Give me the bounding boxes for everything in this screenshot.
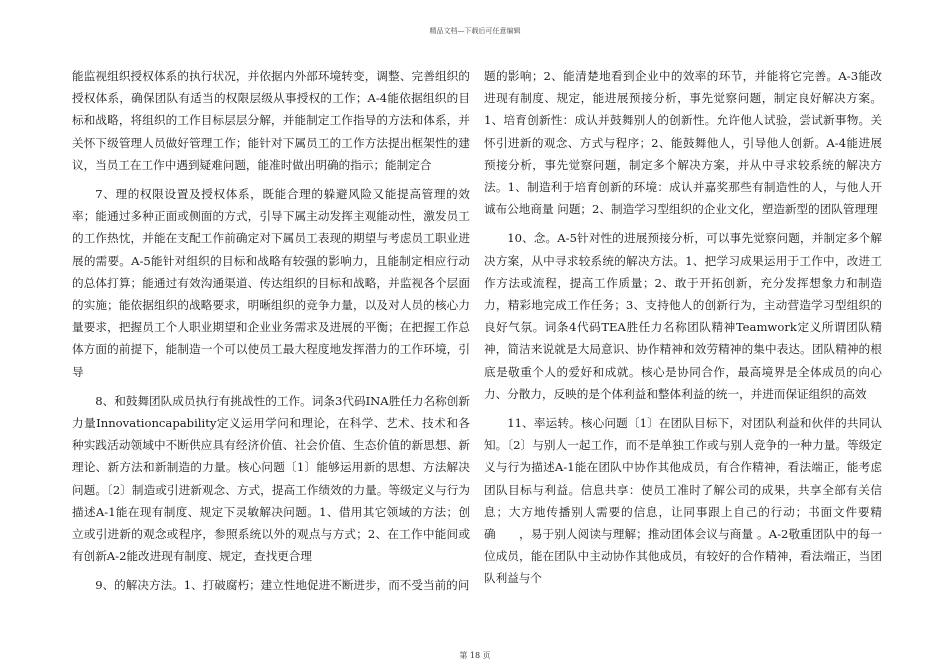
right-column [484,65,882,597]
paragraph: 10、念。A-5针对性的进展预接分析，可以事先觉察问题，并制定多个解决方案，从中寻求较系统的解决方法。1、把学习成果运用于工作中，改进工作方法或流程，提高工作质量；2、敢于开拓创新，充分发挥想象力和制造力，精彩地完成工作任务；3、支持他人的创新行为，主动营造学习型组织的良好气氛。词条4代码TEA胜任力名称团队精神Teamwork定义所谓团队精神，简洁来说就是大局意识、协作精神和效劳精神的集中表达。团队精神的根底是敬重个人的爱好和成就。核心是协同合作，最高境界是全体成员的向心力、分散力，反映的是个体利益和整体利益的统一，并进而保证组织的高效 [484,231,882,401]
paragraph: 9、的解决方法。1、打破腐朽；建立性地促进不断进步，而不受当前的问 [95,578,470,593]
left-column [72,65,470,604]
page-number: 第 18 页 [459,651,491,660]
page-header: 精品文档—下载后可任意编辑 [429,27,521,35]
paragraph: 能监视组织授权体系的执行状况，并依据内外部环境转变，调整、完善组织的授权体系，确保团队有适当的权限层级从事授权的工作；A-4能依据组织的目标和战略，将组织的工作目标层层分解，并能制定工作指导的方法和体系，并关怀下级管理人员做好管理工作；能针对下属员工的工作方法提出框架性的建议，当员工在工作中遇到疑难问题，能准时做出明确的指示；能制定合 [72,69,470,172]
paragraph: 题的影响；2、能清楚地看到企业中的效率的环节，并能将它完善。A-3能改进现有制度、规定，能进展预接分析，事先觉察问题，制定良好解决方案。1、培育创新性：成认并鼓舞别人的创新性。允许他人试验，尝试新事物。关怀引进新的观念、方式与程序；2、能鼓舞他人，引导他人创新。A-4能进展预接分析，事先觉察问题，制定多个解决方案，并从中寻求较系统的解决方法。1、制造利于培育创新的环境：成认并嘉奖那些有制造性的人，与他人开诚布公地商量 问题；2、制造学习型组织的企业文化，塑造新型的团队管理理 [484,69,882,217]
paragraph: 7、理的权限设置及授权体系，既能合理的躲避风险又能提高管理的效率；能通过多种正面或侧面的方式，引导下属主动发挥主观能动性，激发员工的工作热忱，并能在支配工作前确定对下属员工表现的期望与考虑员工职业进展的需要。A-5能针对组织的目标和战略有较强的影响力，且能制定相应行动的总体打算；能通过有效沟通渠道、传达组织的目标和战略，并监视各个层面的实施；能依据组织的战略要求，明晰组织的竞争力量，以及对人员的核心力量要求，把握员工个人职业期望和企业业务需求及进展的平衡；在把握工作总体方面的前提下，能制造一个可以使员工最大程度地发挥潜力的工作环境，引导 [72,187,470,379]
paragraph: 8、和鼓舞团队成员执行有挑战性的工作。词条3代码INA胜任力名称创新力量Innovationcapability定义运用学问和理论，在科学、艺术、技术和各种实践活动领域中不断供应具有经济价值、社会价值、生态价值的新思想、新理论、新方法和新制造的力量。核心问题〔1〕能够运用新的思想、方法解决问题。〔2〕制造或引进新观念、方式，提高工作绩效的力量。等级定义与行为描述A-1能在现有制度、规定下灵敏解决问题。1、借用其它领域的方法；创立或引进新的观念或程序，参照系统以外的观点与方式；2、在工作中能间或有创新A-2能改进现有制度、规定，查找更合理 [72,393,470,564]
paragraph: 11、率运转。核心问题〔1〕在团队目标下，对团队利益和伙伴的共同认知。〔2〕与别人一起工作，而不是单独工作或与别人竞争的一种力量。等级定义与行为描述A-1能在团队中协作其他成员，有合作精神，看法端正，能考虑团队目标与利益。信息共享：使员工准时了解公司的成果，共享全部有关信息；大方地传播别人需要的信息，让同事跟上自己的行动；书面文件要精确 ，易于别人阅读与理解；推动团体会议与商量 。A-2敬重团队中的每一位成员，能在团队中主动协作其他成员，有较好的合作精神，看法端正，当团队利益与个 [484,416,882,586]
